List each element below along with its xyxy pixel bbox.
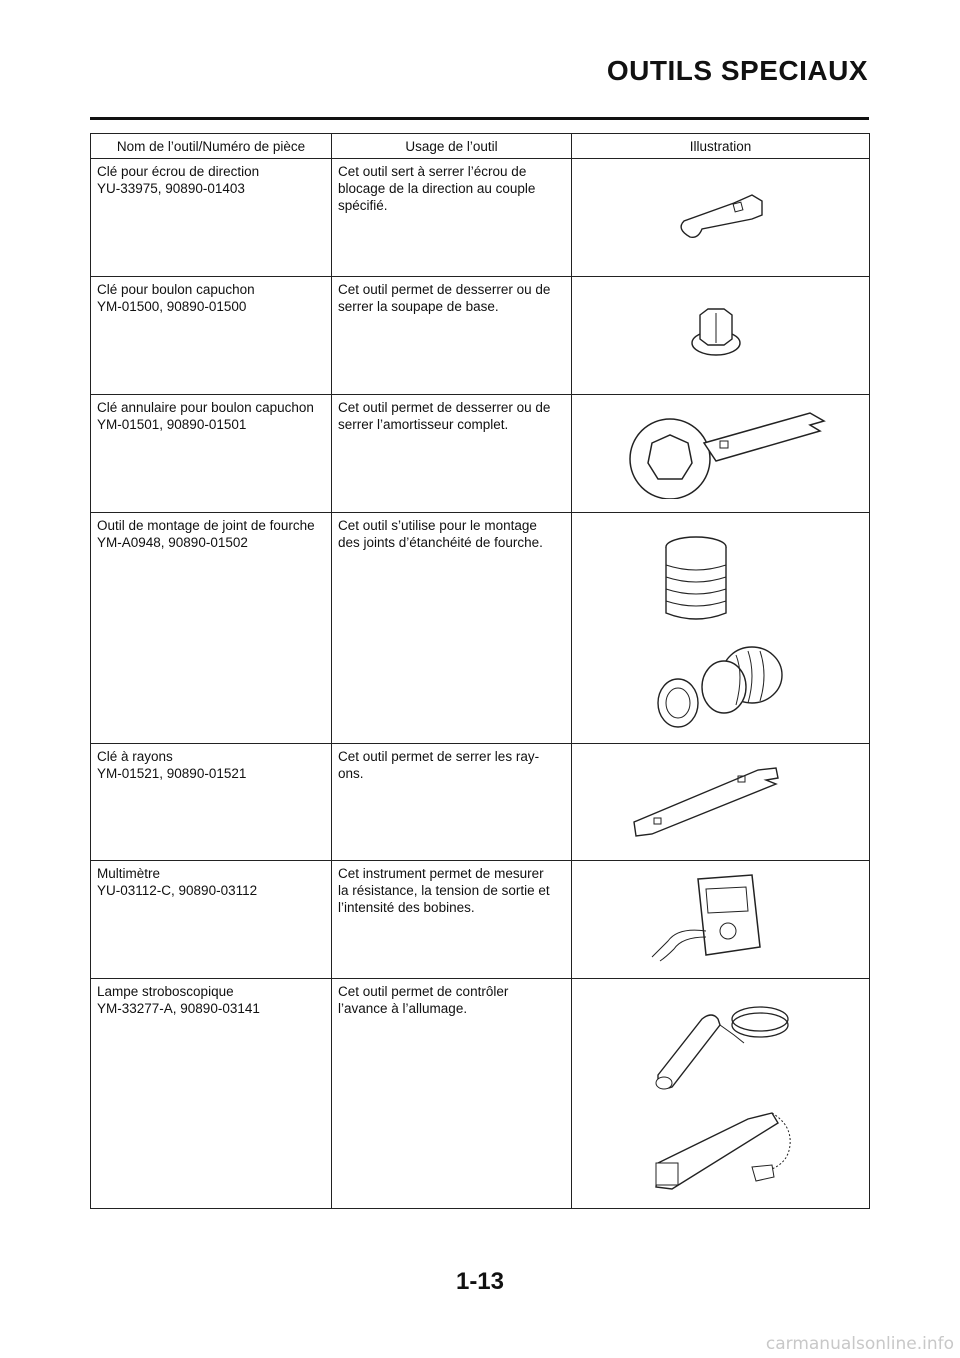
- tool-illustration-cell: [572, 513, 870, 744]
- tool-name-cell: [91, 395, 332, 513]
- tool-name: Multimètre: [97, 866, 161, 881]
- tool-usage-line: Cet outil s’utilise pour le montage: [338, 518, 537, 533]
- tool-part-number: YM-01500, 90890-01500: [97, 299, 247, 314]
- tool-usage-cell: [332, 159, 572, 277]
- tool-usage-line: serrer la soupape de base.: [338, 299, 499, 314]
- tool-part-number: YU-03112-C, 90890-03112: [97, 883, 258, 898]
- tool-usage-cell: [332, 395, 572, 513]
- tool-usage-line: l’avance à l’allumage.: [338, 1001, 468, 1016]
- tool-name-cell: [91, 979, 332, 1209]
- tool-usage-line: Cet outil sert à serrer l’écrou de: [338, 164, 527, 179]
- special-tools-table: [90, 133, 870, 1209]
- column-header-name: Nom de l’outil/Numéro de pièce: [91, 134, 332, 159]
- hook-spanner-icon: [672, 189, 772, 249]
- tool-name-cell: [91, 513, 332, 744]
- watermark: carmanualsonline.info: [765, 1334, 954, 1354]
- tool-usage-line: Cet instrument permet de mesurer: [338, 866, 544, 881]
- tool-usage-line: Cet outil permet de desserrer ou de: [338, 400, 551, 415]
- tool-usage-line: spécifié.: [338, 198, 388, 213]
- tool-name-cell: [91, 277, 332, 395]
- tool-usage-line: blocage de la direction au couple: [338, 181, 536, 196]
- tool-usage-line: ons.: [338, 766, 364, 781]
- table-row: [91, 979, 870, 1209]
- table-header-row: [91, 134, 870, 159]
- page-number: 1-13: [455, 1268, 505, 1295]
- column-header-illustration: Illustration: [572, 134, 870, 159]
- tool-usage-line: serrer l’amortisseur complet.: [338, 417, 509, 432]
- tool-name: Outil de montage de joint de fourche: [97, 518, 315, 533]
- tool-illustration-cell: [572, 277, 870, 395]
- tool-illustration-cell: [572, 159, 870, 277]
- tool-usage-line: Cet outil permet de desserrer ou de: [338, 282, 551, 297]
- tool-part-number: YM-33277-A, 90890-03141: [97, 1001, 260, 1016]
- tool-name: Clé à rayons: [97, 749, 173, 764]
- tool-name: Clé pour écrou de direction: [97, 164, 260, 179]
- tool-name: Clé pour boulon capuchon: [97, 282, 255, 297]
- tool-name-cell: [91, 159, 332, 277]
- page-title: OUTILS SPECIAUX: [606, 55, 868, 86]
- tool-usage-cell: [332, 979, 572, 1209]
- table-row: [91, 277, 870, 395]
- table-row: [91, 744, 870, 861]
- title-rule: [90, 117, 869, 120]
- tool-usage-line: l’intensité des bobines.: [338, 900, 475, 915]
- table-row: [91, 395, 870, 513]
- tool-usage-line: Cet outil permet de contrôler: [338, 984, 509, 999]
- tool-usage-line: des joints d’étanchéité de fourche.: [338, 535, 543, 550]
- tool-illustration-cell: [572, 861, 870, 979]
- tool-part-number: YM-01521, 90890-01521: [97, 766, 247, 781]
- tool-usage-cell: [332, 744, 572, 861]
- tool-usage-line: Cet outil permet de serrer les ray-: [338, 749, 540, 764]
- fork-seal-driver-icon: [632, 525, 802, 735]
- tool-usage-line: la résistance, la tension de sortie et: [338, 883, 550, 898]
- table-row: [91, 159, 870, 277]
- tool-part-number: YM-01501, 90890-01501: [97, 417, 247, 432]
- tool-name-cell: [91, 861, 332, 979]
- tool-part-number: YU-33975, 90890-01403: [97, 181, 245, 196]
- table-row: [91, 513, 870, 744]
- tool-illustration-cell: [572, 395, 870, 513]
- tool-name-cell: [91, 744, 332, 861]
- tool-illustration-cell: [572, 744, 870, 861]
- multimeter-icon: [648, 871, 768, 967]
- tool-illustration-cell: [572, 979, 870, 1209]
- tool-usage-cell: [332, 513, 572, 744]
- tool-name: Lampe stroboscopique: [97, 984, 234, 999]
- cap-bolt-socket-icon: [686, 303, 746, 363]
- timing-light-icon: [642, 995, 812, 1195]
- tool-usage-cell: [332, 277, 572, 395]
- spoke-wrench-icon: [630, 764, 780, 838]
- tool-part-number: YM-A0948, 90890-01502: [97, 535, 248, 550]
- tool-name: Clé annulaire pour boulon capuchon: [97, 400, 314, 415]
- column-header-usage: Usage de l’outil: [332, 134, 572, 159]
- tool-usage-cell: [332, 861, 572, 979]
- ring-wrench-icon: [620, 407, 830, 499]
- table-row: [91, 861, 870, 979]
